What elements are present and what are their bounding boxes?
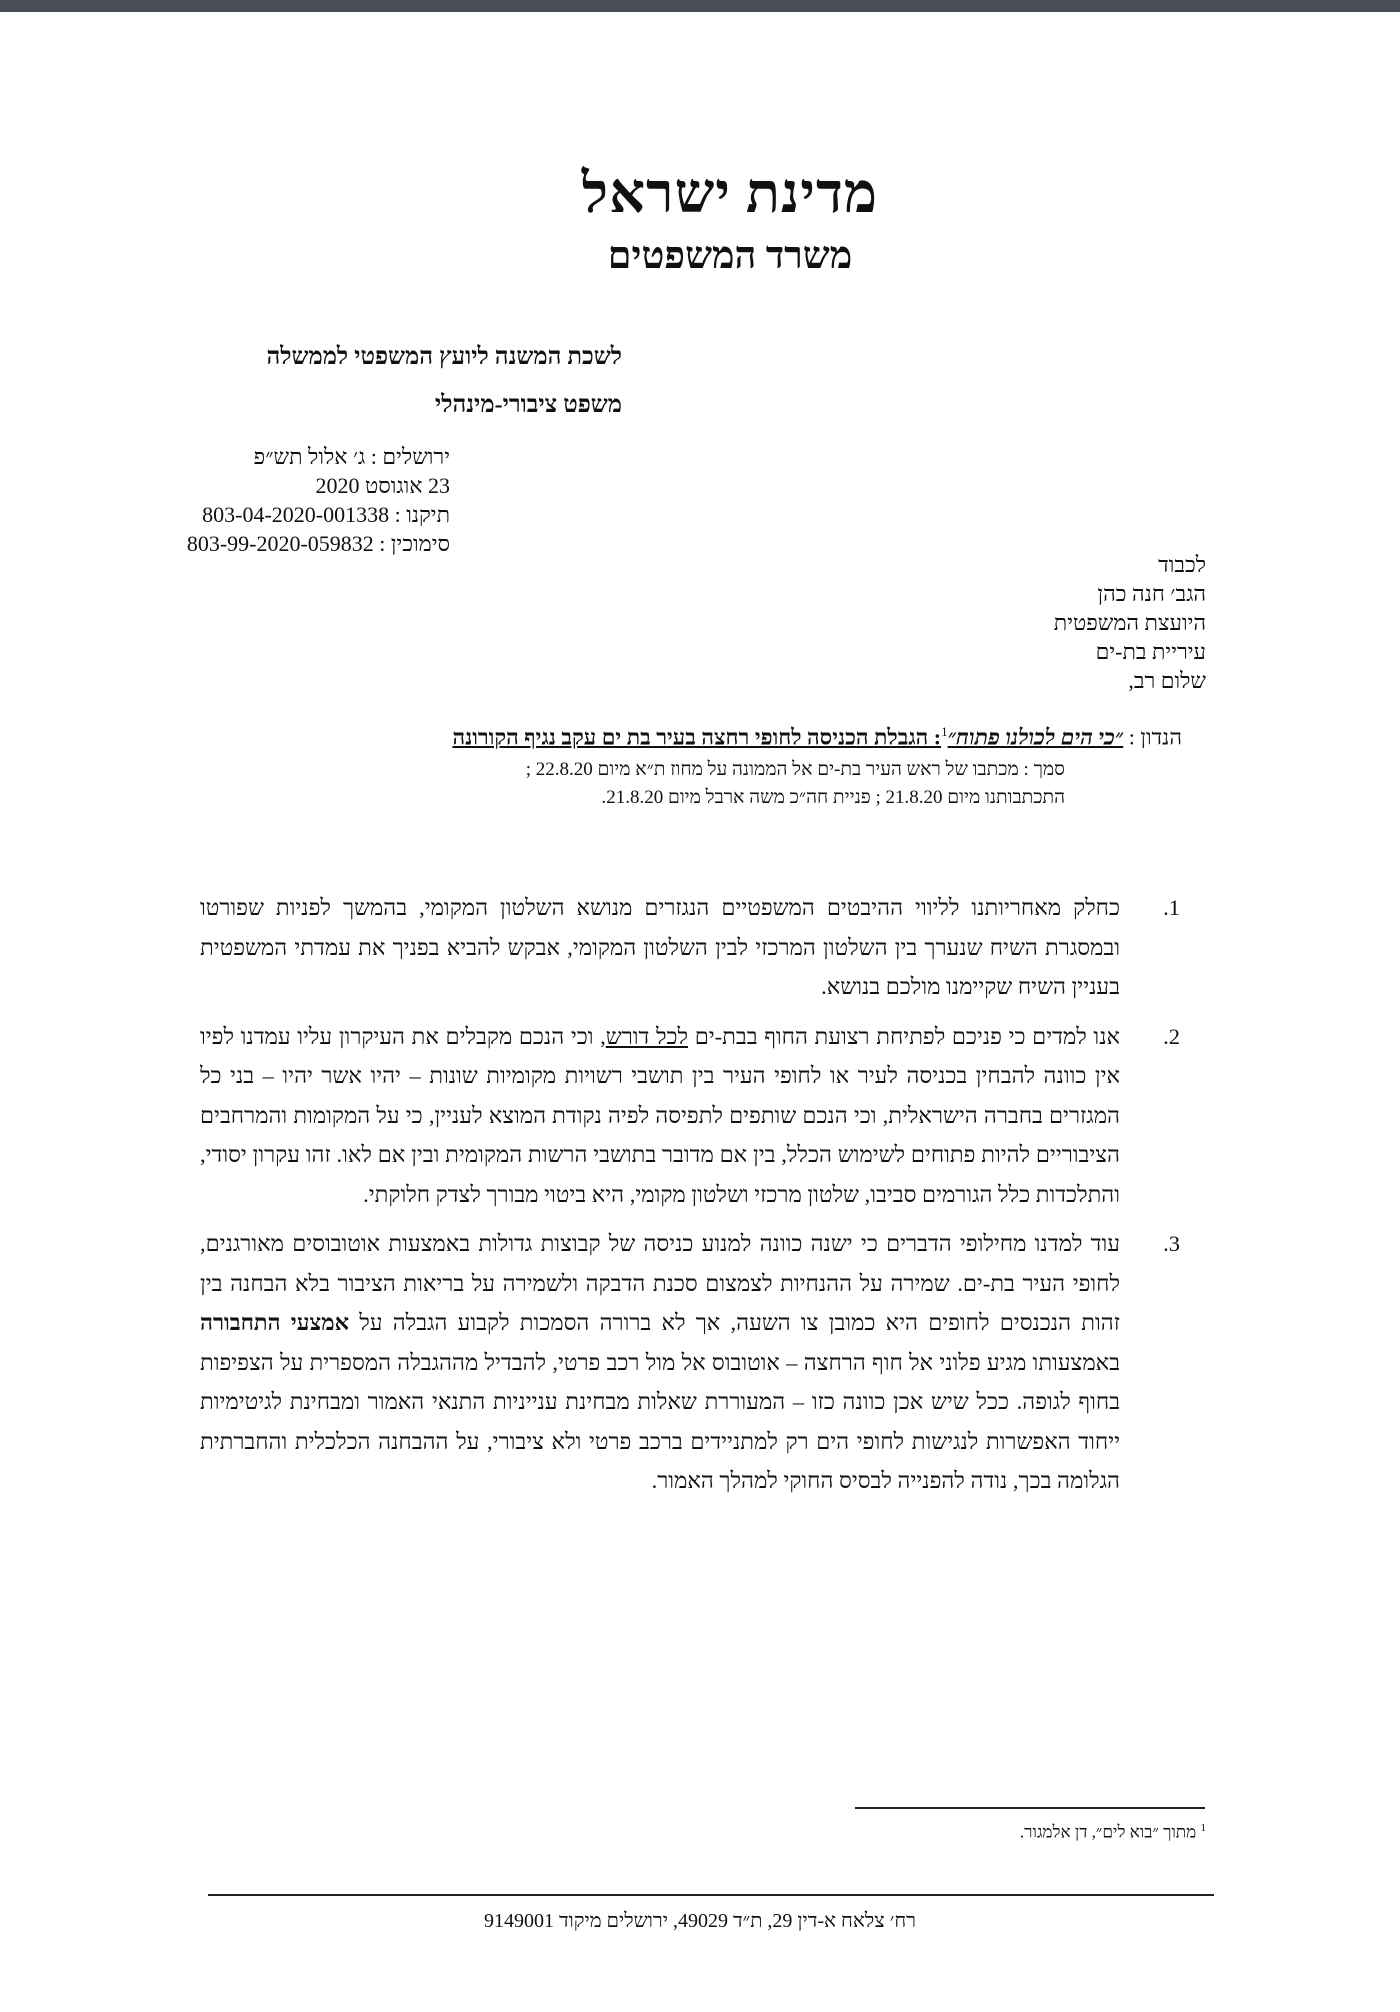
ref-number-line	[110, 529, 450, 558]
paragraph-text-cont: באמצעותו מגיע פלוני אל חוף הרחצה – אוטובוס אל מול רכב פרטי, להבדיל מההגבלה המספרית על הצפיפות בחוף לגופה. ככל שיש אכן כוונה כזו – המעוררת שאלות מבחינת ענייניות התנאי האמור ומבחינת לגיטימיות ייחוד האפשרות לנגישות לחופי הים רק למתניידים ברכב פרטי ולא ציבורי, על ההבחנה הכלכלית והחברתית הגלומה בכך, נודה להפנייה לבסיס החוקי למהלך האמור.	[200, 1349, 1120, 1493]
addressee-block	[946, 550, 1206, 695]
file-number-line	[110, 500, 450, 529]
paragraph-text: כחלק מאחריותנו לליווי ההיבטים המשפטיים הנגזרים מנושא השלטון המקומי, בהמשך לפניות שפורטו ובמסגרת השיח שנערך בין השלטון המרכזי לבין השלטון המקומי, אבקש להביא בפניך את עמדתי המשפטית בעניין השיח שקיימנו מולכם בנושא.	[200, 895, 1120, 999]
subject-line	[182, 724, 1182, 750]
subject-title: : הגבלת הכניסה לחופי רחצה בעיר בת ים עקב נגיף הקורונה	[452, 724, 942, 750]
letter-body	[200, 888, 1180, 1511]
reference-line-1: סמך : מכתבו של ראש העיר בת-ים אל הממונה על מחוז ת״א מיום 22.8.20 ;	[525, 759, 1065, 780]
paragraph-1	[200, 888, 1180, 1007]
letter-meta	[110, 442, 450, 558]
window-top-bar	[0, 0, 1400, 12]
reference-line-2: התכתבותנו מיום 21.8.20 ; פניית חה״כ משה ארבל מיום 21.8.20.	[601, 787, 1065, 808]
addressee-name: הגב׳ חנה כהן	[1097, 581, 1206, 606]
ministry-title: משרד המשפטים	[607, 235, 853, 277]
footnote	[606, 1822, 1206, 1843]
footer-address: רח׳ צלאח א-דין 29, ת״ד 49029, ירושלים מיקוד 9149001	[484, 1910, 916, 1932]
footnote-mark: 1	[1200, 1822, 1206, 1834]
division-name: משפט ציבורי-מינהלי	[434, 392, 622, 418]
footnote-ref: 1	[941, 724, 948, 739]
date-hebrew: ירושלים : ג׳ אלול תש״פ	[253, 444, 450, 469]
file-number: 803-04-2020-001338	[202, 502, 390, 527]
state-title: מדינת ישראל	[581, 163, 879, 225]
addressee-organization: עיריית בת-ים	[1095, 639, 1206, 664]
subject-label: הנדון :	[1128, 724, 1182, 750]
file-label: תיקנו :	[394, 502, 450, 527]
bold-phrase: אמצעי התחבורה	[200, 1310, 350, 1335]
document-page	[0, 12, 1400, 2012]
paragraph-text: עוד למדנו מחילופי הדברים כי ישנה כוונה למנוע כניסה של קבוצות גדולות באמצעות אוטובוסים מאורגנים, לחופי העיר בת-ים. שמירה על ההנחיות לצמצום סכנת הדבקה ולשמירה על בריאות הציבור בלא הבחנה בין זהות הנכנסים לחופים היא כמובן צו השעה, אך לא ברורה הסמכות לקבוע הגבלה על	[200, 1231, 1120, 1335]
paragraph-3	[200, 1224, 1180, 1501]
paragraph-number: 3.	[1163, 1231, 1180, 1256]
paragraph-number: 1.	[1163, 895, 1180, 920]
footnote-text: מתוך ״בוא לים״, דן אלמגור.	[1019, 1822, 1197, 1842]
addressee-role: היועצת המשפטית	[1053, 610, 1206, 635]
paragraph-2	[200, 1017, 1180, 1215]
subject-quote: ״כי הים לכולנו פתוח״	[947, 724, 1124, 750]
ref-label: סימוכין :	[379, 531, 450, 556]
paragraph-number: 2.	[1163, 1023, 1180, 1049]
footer-separator	[208, 1894, 1214, 1896]
greeting: שלום רב,	[1128, 668, 1206, 693]
paragraph-text: אנו למדים כי פניכם לפתיחת רצועת החוף בבת-ים	[688, 1023, 1121, 1049]
ref-number: 803-99-2020-059832	[186, 531, 374, 556]
salutation: לכבוד	[1158, 552, 1206, 577]
office-name: לשכת המשנה ליועץ המשפטי לממשלה	[266, 344, 622, 370]
date-gregorian: 23 אוגוסט 2020	[315, 473, 450, 498]
footnote-separator	[855, 1807, 1205, 1809]
underlined-phrase: לכל דורש	[605, 1023, 689, 1049]
paragraph-text-cont: , וכי הנכם מקבלים את העיקרון עליו עמדנו לפיו אין כוונה להבחין בכניסה לעיר או לחופי העיר בין תושבי רשויות מקומיות שונות – יהיו אשר יהיו – בני כל המגזרים בחברה הישראלית, וכי הנכם שותפים לתפיסה לפיה נקודת המוצא לעניין, כי על המקומות והמרחבים הציבוריים להיות פתוחים לשימוש הכלל, בין אם מדובר בתושבי הרשות המקומית ובין אם לאו. זהו עקרון יסודי, והתלכדות כלל הגורמים סביבו, שלטון מרכזי ושלטון מקומי, היא ביטוי מבורך לצדק חלוקתי.	[200, 1023, 1120, 1207]
